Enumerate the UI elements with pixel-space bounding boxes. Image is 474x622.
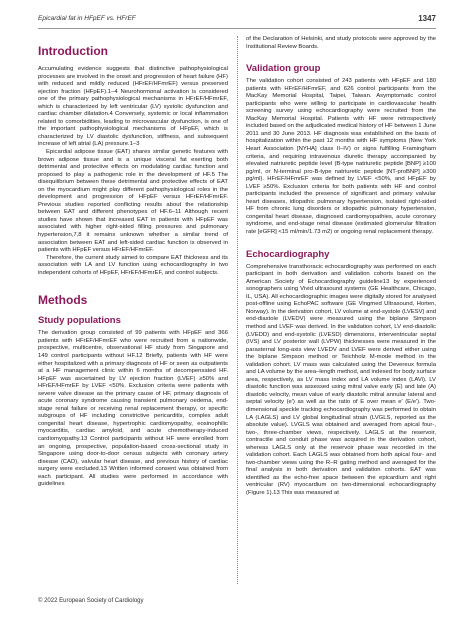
- study-populations-heading: Study populations: [38, 315, 121, 327]
- running-title: Epicardial fat in HFpEF vs. HFrEF: [38, 15, 136, 22]
- echocardiography-paragraph: Comprehensive transthoracic echocardiography was performed on each participant in both derivation and validation cohorts based on the American Society of Echocardiography guideline13 by experienced sonographers using Vivid ultrasound systems (GE Healthcare, Chicago, IL, USA). All echocardiographic images were digitally stored for analysed post-offline using EchoPAC software (GE Vingmed Ultrasound, Horten, Norway). In the derivation cohort, LV volume at end-systole (LVESV) and end-diastole (LVEDV) were measured using the biplane Simpson method and LVEF was derived. In the validation cohort, LV end-diastolic (LVEDD) and end-systolic (LVESD) dimensions, interventricular septal (IVS) and LV posterior wall (LVPW) thicknesses were measured in the parasternal long-axis view LVEDV and LVEF were derived either using the biplane Simpson method or Teichholz M-mode method in the validation cohort. LV mass was calculated using the Devereux formula and LA volume by the area–length method, and indexed for body surface area, respectively, as LV mass index and LA volume index (LAVi). LV diastolic function was assessed using mitral valve early (E) and late (A) diastolic velocity, mean value of early diastolic mitral annular lateral and septal velocity (e′) as well as the ratio of E over mean e′ (E/e′). Two-dimensional speckle tracking echocardiography was performed to obtain LA (LAGLS) and LV global longitudinal strain (LVGLS, reported as the absolute value). LVGLS was obtained and averaged from apical four-, two-, three-chamber views, respectively. LAGLS at the reservoir, contractile and conduit phase was acquired in the derivation cohort, whereas LAGLS only at the reservoir phase was recorded in the validation cohort. Each LAGLS was obtained from both apical four- and two-chamber views using the R–R gating method and averaged for the final analysis in both derivation and validation cohorts. EAT was identified as the echo-free space between the epicardium and right ventricular (RV) myocardium on two-dimensional echocardiography (Figure 1).13 This was measured at: [246, 263, 436, 496]
- methods-heading: Methods: [38, 293, 88, 308]
- validation-paragraph: The validation cohort consisted of 243 patients with HFpEF and 180 patients with HFrEF/HFmrEF, and 626 control participants from the MacKay Memorial Hospital, Taipei, Taiwan. Asymptomatic control participants who were willing to participate in cardiovascular health screening survey using echocardiography were recruited from the MacKay Memorial Hospital. Patients with HF were retrospectively included based on the adjudicated medical history of HF between 1 June 2011 and 30 June 2013. HF diagnosis was established on the basis of hospitalization within the past 12 months with HF symptoms (New York Heart Association [NYHA] class II–IV) or signs fulfilling Framingham criteria, and requiring intravenous diuretic therapy accompanied by elevated natriuretic peptide level (B-type natriuretic peptide [BNP] ≥100 pg/ml, or N-terminal pro-B-type natriuretic peptide [NT-proBNP] ≥300 pg/ml). HFrEF/HFmrEF was defined by LVEF <50%, and HFpEF by LVEF ≥50%. Exclusion criteria for both patients with HF and control participants included the presence of significant and primary valvular heart diseases, idiopathic pulmonary hypertension, isolated right-sided HF from chronic lung disorders or idiopathic pulmonary hypertension, congenital heart disease, diagnosed cardiomyopathies, acute coronary syndrome, and end-stage renal disease (estimated glomerular filtration rate [eGFR] <15 ml/min/1.73 m2) or ongoing renal replacement therapy.: [246, 78, 436, 236]
- methods-paragraph-1: The derivation group consisted of 99 patients with HFpEF and 366 patients with HFrEF/HFmrEF who were recruited from a nationwide, prospective, multicentre, observational HF study from Singapore and 149 control participants without HF.12 Briefly, patients with HF were either hospitalized with a primary diagnosis of HF or seen as outpatients at a HF management clinic within 6 months of decompensated HF. HFpEF was ascertained by LV ejection fraction (LVEF) ≥50% and HFrEF/HFmrEF by LVEF <50%. Exclusion criteria were patients with severe valve disease as the primary cause of HF, primary diagnosis of acute coronary syndrome causing transient pulmonary oedema, end-stage renal failure or receiving renal replacement therapy, or specific subgroups of HF including constrictive pericarditis, complex adult congenital heart disease, hypertrophic cardiomyopathy, eosinophilic myocarditis, cardiac amyloid, and acute chemotherapy-induced cardiomyopathy.13 Control participants without HF were enrolled from an ongoing, prospective, population-based cross-sectional study in Singapore using door-to-door census subjects with coronary artery disease (CAD), valvular heart disease, and previous history of cardiac surgery were excluded.13 Written informed consent was obtained from each participant. All studies were performed in accordance with guidelines: [38, 330, 228, 488]
- echocardiography-heading: Echocardiography: [246, 248, 330, 260]
- introduction-heading: Introduction: [38, 44, 108, 58]
- copyright-footer: © 2022 European Society of Cardiology: [38, 598, 144, 604]
- header-rule: [38, 28, 436, 29]
- page-header: [38, 15, 436, 27]
- continued-paragraph: of the Declaration of Helsinki, and study protocols were approved by the Institutional Review Boards.: [246, 36, 436, 50]
- intro-paragraph-1: Accumulating evidence suggests that distinctive pathophysiological processes are involved in the onset and progression of heart failure (HF) with reduced and mildly reduced (HFrEF/HFmrEF) versus preserved ejection fraction (HFpEF).1–4 Neurohormonal activation is considered one of the primary pathophysiological mechanisms in HFrEF/HFmrEF, which is characterized by left ventricular (LV) systolic dysfunction and cardiac chamber dilatation.4 Conversely, systemic or local inflammation related to comorbidities, leading to microvascular dysfunction, is one of the important pathophysiological mechanisms of HFpEF, which is characterized by LV diastolic dysfunction, stiffness, and subsequent increase of left atrial (LA) pressure.1–3: [38, 66, 228, 148]
- page-number: 1347: [418, 14, 436, 23]
- right-column: [246, 36, 436, 498]
- left-column: [38, 36, 228, 489]
- column-divider: [237, 36, 238, 584]
- intro-paragraph-3: Therefore, the current study aimed to compare EAT thickness and its association with LA and LV function using echocardiography in two independent cohorts of HFpEF, HFrEF/HFmrEF, and control subjects.: [38, 254, 228, 276]
- validation-group-heading: Validation group: [246, 63, 321, 75]
- intro-paragraph-2: Epicardial adipose tissue (EAT) shares similar genetic features with brown adipose tissue and is a unique visceral fat exerting both detrimental and protective effects on modulating cardiac function and proposed to play a pathogenic role in the development of HF.5 The disequilibrium between these detrimental and protective effects of EAT on the myocardium might play different pathophysiological roles in the development and progression of HFpEF versus HFrEF/HFmrEF. Previous studies reported conflicting results about the relationship between EAT and different phenotypes of HF.6–11 Although recent studies have shown that increased EAT in patients with HFpEF was associated with higher right-sided filling pressures and pulmonary hypertension,7,8 it remains unknown whether a similar trend of association between EAT and left-sided cardiac function is observed in patients with HFpEF versus HFrEF/HFmrEF.: [38, 149, 228, 254]
